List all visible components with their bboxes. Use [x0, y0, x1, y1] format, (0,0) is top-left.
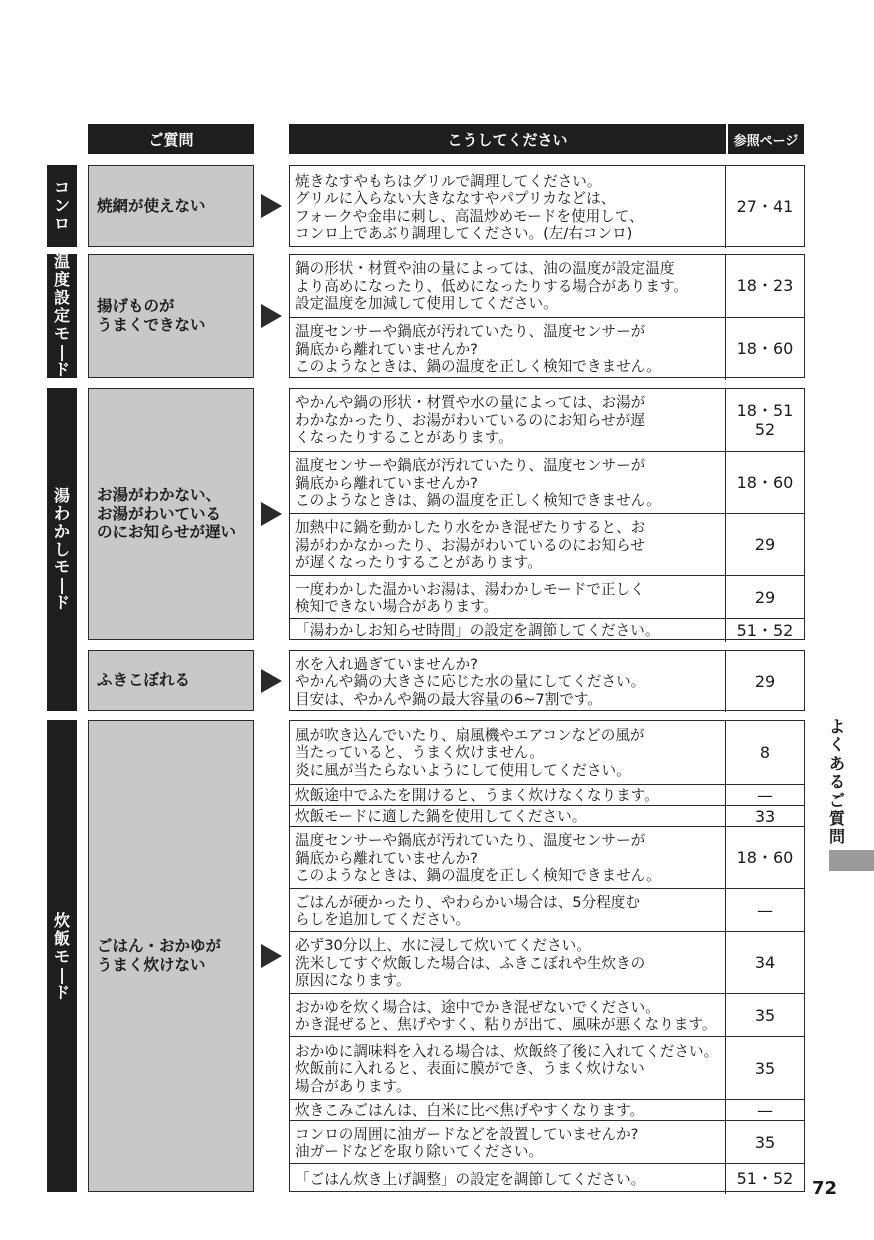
answer-line: 鍋底から離れていませんか? — [295, 340, 478, 358]
question-line: ふきこぼれる — [97, 671, 191, 690]
ref-page-value: 18・23 — [736, 276, 794, 296]
answer-line: 炊飯途中でふたを開けると、うまく炊けなくなります。 — [295, 787, 659, 805]
answer-text — [290, 255, 726, 317]
answer-line: 湯がわかなかったり、お湯がわいているのにお知らせ — [295, 536, 645, 554]
answer-row — [290, 826, 804, 889]
ref-page-value: 29 — [754, 535, 776, 555]
vertical-char: 温 — [53, 252, 70, 272]
answer-group — [289, 650, 805, 711]
ref-page-value: 51・52 — [736, 620, 794, 640]
answer-row — [290, 1120, 804, 1164]
vertical-char: あ — [828, 753, 845, 773]
vertical-char: 飯 — [53, 928, 70, 948]
answer-row — [290, 1163, 804, 1194]
ref-pages — [726, 255, 804, 317]
answer-row — [290, 389, 804, 451]
answer-line: 炊飯前に入れると、表面に膜ができ、うまく炊けない — [295, 1060, 645, 1078]
answer-row — [290, 721, 804, 784]
ref-pages — [726, 994, 804, 1037]
question-line: うまく炊けない — [97, 956, 206, 974]
question-line: のにお知らせが遅い — [97, 523, 237, 542]
vertical-char: 設 — [53, 288, 70, 308]
ref-page-value: 29 — [754, 671, 776, 691]
ref-page-value: 52 — [754, 420, 776, 439]
answer-line: 温度センサーや鍋底が汚れていたり、温度センサーが — [295, 832, 646, 850]
ref-pages — [726, 1164, 804, 1194]
ref-page-value: 33 — [754, 806, 776, 826]
ref-page-value: 29 — [754, 587, 776, 607]
ref-pages — [726, 166, 804, 248]
answer-row — [290, 513, 804, 576]
answer-text — [290, 721, 726, 784]
answer-line: くなったりすることがあります。 — [295, 429, 513, 447]
answer-line: 「湯わかしお知らせ時間」の設定を調節してください。 — [295, 622, 660, 640]
header-answer: こうしてください — [289, 124, 726, 154]
ref-pages — [726, 318, 804, 380]
ref-pages — [726, 619, 804, 642]
answer-line: 水を入れ過ぎていませんか? — [295, 655, 478, 673]
question-agemono — [88, 254, 254, 378]
vertical-char: ロ — [53, 213, 70, 233]
answer-line: 目安は、やかんや鍋の最大容量の6~7割です。 — [295, 690, 602, 708]
page-number: 72 — [812, 1178, 838, 1199]
ref-page-value: 8 — [759, 742, 771, 762]
ref-page-value: 35 — [754, 1058, 776, 1078]
ref-pages — [726, 1037, 804, 1100]
vertical-char: よ — [828, 717, 845, 736]
answer-text — [290, 1121, 726, 1164]
ref-pages — [726, 1121, 804, 1164]
answer-row — [290, 166, 804, 248]
answer-text — [290, 1164, 726, 1194]
header-ref: 参照ページ — [728, 124, 804, 154]
section-suihan — [47, 720, 77, 1192]
answer-text — [290, 166, 726, 248]
answer-line: 「ごはん炊き上げ調整」の設定を調節してください。 — [295, 1170, 646, 1188]
answer-text — [290, 827, 726, 889]
answer-line: 洗米してすぐ炊飯した場合は、ふきこぼれや生炊きの — [295, 954, 646, 972]
ref-pages — [726, 452, 804, 514]
answer-text — [290, 889, 726, 932]
answer-row — [290, 618, 804, 642]
answer-text — [290, 651, 726, 712]
answer-text — [290, 514, 726, 576]
ref-page-value: 35 — [754, 1132, 776, 1152]
answer-line: やかんや鍋の大きさに応じた水の量にしてください。 — [295, 673, 646, 691]
vertical-char: わ — [53, 503, 70, 523]
arrow-icon — [261, 944, 282, 968]
answer-row — [290, 575, 804, 619]
answer-text — [290, 1037, 726, 1100]
vertical-char: | — [59, 964, 65, 984]
ref-page-value: 51・52 — [736, 1169, 794, 1189]
answer-text — [290, 389, 726, 451]
answer-line: 鍋底から離れていませんか? — [295, 474, 478, 492]
answer-line: 炎に風が当たらないようにして使用してください。 — [295, 761, 631, 779]
ref-page-value: — — [757, 785, 773, 805]
answer-group — [289, 388, 805, 640]
answer-text — [290, 619, 726, 642]
answer-line: わかなかったり、お湯がわいているのにお知らせが遅 — [295, 411, 645, 429]
answer-text — [290, 1100, 726, 1121]
answer-row — [290, 888, 804, 932]
ref-page-value: 18・60 — [736, 339, 794, 359]
ref-pages — [726, 514, 804, 576]
answer-row — [290, 451, 804, 514]
ref-page-value: — — [757, 1100, 773, 1120]
ref-pages — [726, 721, 804, 784]
question-line: 焼網が使えない — [97, 196, 206, 215]
vertical-char: 度 — [53, 270, 70, 290]
answer-text — [290, 932, 726, 994]
arrow-icon — [261, 502, 282, 526]
answer-line: おかゆを炊く場合は、途中でかき混ぜないでください。 — [295, 998, 660, 1016]
answer-group — [289, 254, 805, 378]
ref-pages — [726, 785, 804, 806]
answer-line: コンロ上であぶり調理してください。(左/右コンロ) — [295, 225, 633, 242]
answer-line: 温度センサーや鍋底が汚れていたり、温度センサーが — [295, 457, 646, 475]
answer-row — [290, 1099, 804, 1121]
section-yuwakashi — [47, 388, 77, 711]
answer-line: 加熱中に鍋を動かしたり水をかき混ぜたりすると、お — [295, 519, 646, 537]
question-line: お湯がわかない、 — [97, 486, 222, 505]
ref-page-value: 27・41 — [736, 197, 794, 217]
vertical-char: ド — [53, 982, 70, 1002]
arrow-icon — [261, 194, 282, 218]
ref-pages — [726, 806, 804, 827]
question-yakiami — [88, 165, 254, 247]
answer-line: ごはんが硬かったり、やわらかい場合は、5分程度む — [295, 893, 640, 911]
answer-line: 油ガードなどを取り除いてください。 — [295, 1143, 544, 1160]
answer-text — [290, 806, 726, 827]
answer-group — [289, 720, 805, 1192]
vertical-char: ド — [53, 359, 70, 379]
vertical-char: ご — [828, 790, 845, 810]
answer-line: 温度センサーや鍋底が汚れていたり、温度センサーが — [295, 323, 646, 341]
answer-line: このようなときは、鍋の温度を正しく検知できません。 — [295, 358, 661, 376]
answer-line: 炊飯モードに適した鍋を使用してください。 — [295, 808, 587, 826]
answer-line: フォークや金串に刺し、高温炒めモードを使用して、 — [295, 207, 644, 225]
vertical-char: 湯 — [53, 485, 70, 505]
ref-pages — [726, 576, 804, 619]
vertical-char: 質 — [828, 808, 845, 828]
question-line: うまくできない — [97, 316, 206, 334]
answer-line: 一度わかした温かいお湯は、湯わかしモードで正しく — [295, 580, 645, 598]
vertical-char: か — [53, 521, 70, 541]
ref-pages — [726, 827, 804, 889]
ref-page-value: 35 — [754, 1005, 776, 1025]
vertical-char: ド — [53, 593, 70, 613]
answer-line: 鍋の形状・材質や油の量によっては、油の温度が設定温度 — [295, 260, 675, 278]
answer-group — [289, 165, 805, 247]
answer-line: 必ず30分以上、水に浸して炊いてください。 — [295, 937, 591, 955]
vertical-char: | — [59, 575, 65, 595]
answer-text — [290, 452, 726, 514]
section-konro — [47, 165, 77, 247]
ref-page-value: — — [757, 900, 773, 920]
ref-pages — [726, 651, 804, 712]
vertical-char: ン — [53, 196, 70, 216]
ref-pages — [726, 889, 804, 932]
arrow-icon — [261, 669, 282, 693]
answer-line: このようなときは、鍋の温度を正しく検知できません。 — [295, 867, 661, 885]
vertical-char: る — [828, 772, 845, 792]
question-line: 揚げものが — [97, 297, 175, 316]
ref-pages — [726, 932, 804, 994]
answer-line: 鍋底から離れていませんか? — [295, 849, 478, 867]
answer-line: かき混ぜると、焦げやすく、粘りが出て、風味が悪くなります。 — [295, 1016, 717, 1033]
answer-row — [290, 805, 804, 827]
vertical-char: 定 — [53, 306, 70, 326]
ref-page-value: 18・60 — [736, 848, 794, 868]
vertical-char: し — [53, 539, 70, 559]
vertical-char: 問 — [828, 827, 845, 847]
answer-line: コンロの周囲に油ガードなどを設置していませんか? — [295, 1125, 639, 1143]
header-question: ご質問 — [88, 124, 254, 154]
answer-row — [290, 317, 804, 380]
vertical-char: モ — [53, 946, 70, 966]
vertical-char: | — [59, 341, 65, 361]
answer-row — [290, 784, 804, 806]
answer-line: より高めになったり、低めになったりする場合があります。 — [295, 277, 688, 295]
answer-line: が遅くなったりすることがあります。 — [295, 554, 542, 572]
answer-line: 設定温度を加減して使用してください。 — [295, 295, 558, 313]
vertical-char: モ — [53, 323, 70, 343]
ref-page-value: 34 — [754, 953, 776, 973]
answer-line: 原因になります。 — [295, 972, 411, 990]
answer-line: らしを追加してください。 — [295, 911, 471, 928]
vertical-char: く — [828, 735, 845, 755]
answer-line: このようなときは、鍋の温度を正しく検知できません。 — [295, 492, 661, 510]
answer-row — [290, 993, 804, 1037]
vertical-char: 炊 — [53, 911, 70, 930]
answer-row — [290, 255, 804, 317]
answer-line: 炊きこみごはんは、白米に比べ焦げやすくなります。 — [295, 1102, 645, 1120]
question-line: お湯がわいている — [97, 504, 222, 523]
answer-line: グリルに入らない大きななすやパプリカなどは、 — [295, 190, 616, 207]
vertical-char: コ — [53, 178, 70, 198]
answer-line: やかんや鍋の形状・材質や水の量によっては、お湯が — [295, 394, 646, 412]
ref-pages — [726, 389, 804, 451]
answer-line: 検知できない場合があります。 — [295, 598, 499, 615]
vertical-char: モ — [53, 557, 70, 577]
answer-text — [290, 994, 726, 1037]
answer-line: 当たっていると、うまく炊けません。 — [295, 744, 544, 762]
side-tab-marker — [829, 850, 874, 871]
question-line: ごはん・おかゆが — [97, 937, 222, 956]
section-ondo — [47, 254, 77, 378]
question-gohan — [88, 720, 254, 1192]
arrow-icon — [261, 304, 282, 328]
answer-line: 焼きなすやもちはグリルで調理してください。 — [295, 172, 602, 190]
question-fukikoboreru — [88, 650, 254, 711]
ref-page-value: 18・60 — [736, 473, 794, 493]
answer-text — [290, 785, 726, 806]
answer-line: おかゆに調味料を入れる場合は、炊飯終了後に入れてください。 — [295, 1042, 719, 1060]
answer-line: 場合があります。 — [295, 1077, 411, 1095]
answer-text — [290, 576, 726, 619]
answer-text — [290, 318, 726, 380]
side-title — [822, 717, 852, 847]
answer-row — [290, 651, 804, 712]
ref-page-value: 18・51 — [736, 400, 794, 420]
ref-pages — [726, 1100, 804, 1121]
answer-line: 風が吹き込んでいたり、扇風機やエアコンなどの風が — [295, 726, 645, 744]
question-oyu — [88, 388, 254, 640]
answer-row — [290, 931, 804, 994]
answer-row — [290, 1036, 804, 1100]
